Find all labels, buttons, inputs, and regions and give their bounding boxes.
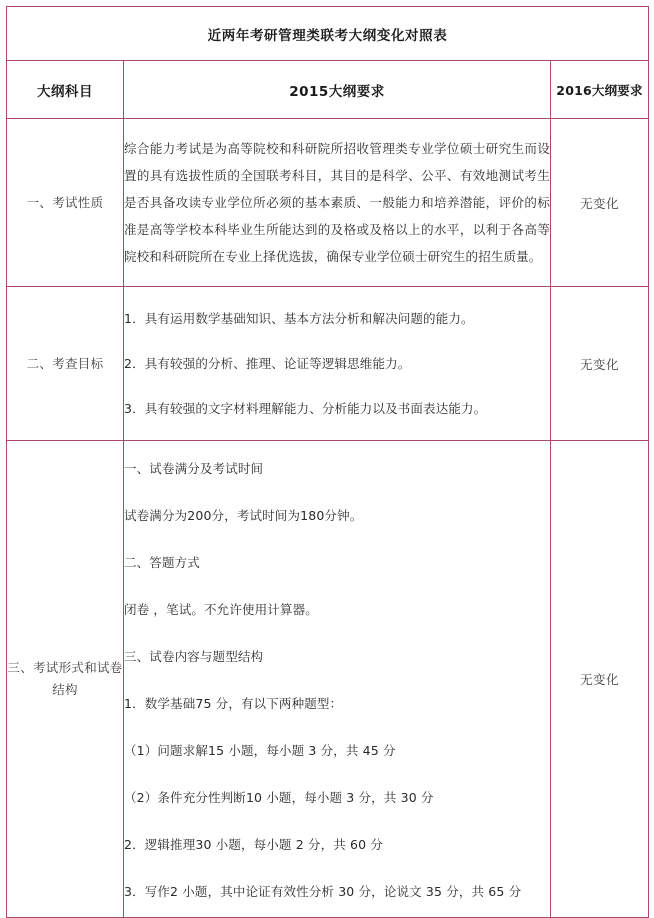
paragraph: 1．数学基础75 分，有以下两种题型： <box>124 696 343 711</box>
row-2016-status: 无变化 <box>551 441 649 918</box>
row-subject-label: 三、考试形式和试卷结构 <box>7 441 124 918</box>
column-header-subject: 大纲科目 <box>7 61 124 119</box>
table-header-row <box>7 61 649 119</box>
paragraph-group <box>124 135 550 270</box>
paragraph: 一、试卷满分及考试时间 <box>124 461 264 476</box>
paragraph: 二、答题方式 <box>124 555 200 570</box>
row-2016-status: 无变化 <box>551 287 649 441</box>
paragraph: 闭卷 ，笔试。不允许使用计算器。 <box>124 602 318 617</box>
row-subject-label: 一、考试性质 <box>7 119 124 287</box>
table-row <box>7 119 649 287</box>
paragraph-group <box>124 455 550 905</box>
paragraph: （1）问题求解15 小题，每小题 3 分，共 45 分 <box>124 743 396 758</box>
paragraph: 3．写作2 小题，其中论证有效性分析 30 分，论说文 35 分，共 65 分 <box>124 884 522 899</box>
paragraph: 1．具有运用数学基础知识、基本方法分析和解决问题的能力。 <box>124 311 474 326</box>
table-row <box>7 441 649 918</box>
column-header-2015: 2015大纲要求 <box>124 61 551 119</box>
row-subject-label: 二、考查目标 <box>7 287 124 441</box>
column-header-2016: 2016大纲要求 <box>551 61 649 119</box>
paragraph: 三、试卷内容与题型结构 <box>124 649 264 664</box>
row-2015-content <box>124 441 551 918</box>
row-2015-content <box>124 287 551 441</box>
row-2015-content <box>124 119 551 287</box>
table-row <box>7 287 649 441</box>
paragraph-group <box>124 305 550 422</box>
paragraph: （2）条件充分性判断10 小题，每小题 3 分，共 30 分 <box>124 790 434 805</box>
syllabus-comparison-table <box>6 6 649 918</box>
paragraph: 综合能力考试是为高等院校和科研院所招收管理类专业学位硕士研究生而设置的具有选拔性质的全国联考科目，其目的是科学、公平、有效地测试考生是否具备攻读专业学位所必须的基本素质、一般能力和培养潜能，评价的标准是高等学校本科毕业生所能达到的及格或及格以上的水平，以利于各高等院校和科研院所在专业上择优选拔，确保专业学位硕士研究生的招生质量。 <box>124 141 550 264</box>
page-title: 近两年考研管理类联考大纲变化对照表 <box>7 7 649 61</box>
table-title-row <box>7 7 649 61</box>
paragraph: 2．逻辑推理30 小题，每小题 2 分，共 60 分 <box>124 837 383 852</box>
paragraph: 试卷满分为200分，考试时间为180分钟。 <box>124 508 363 523</box>
paragraph: 2．具有较强的分析、推理、论证等逻辑思维能力。 <box>124 356 411 371</box>
row-2016-status: 无变化 <box>551 119 649 287</box>
paragraph: 3．具有较强的文字材料理解能力、分析能力以及书面表达能力。 <box>124 401 487 416</box>
